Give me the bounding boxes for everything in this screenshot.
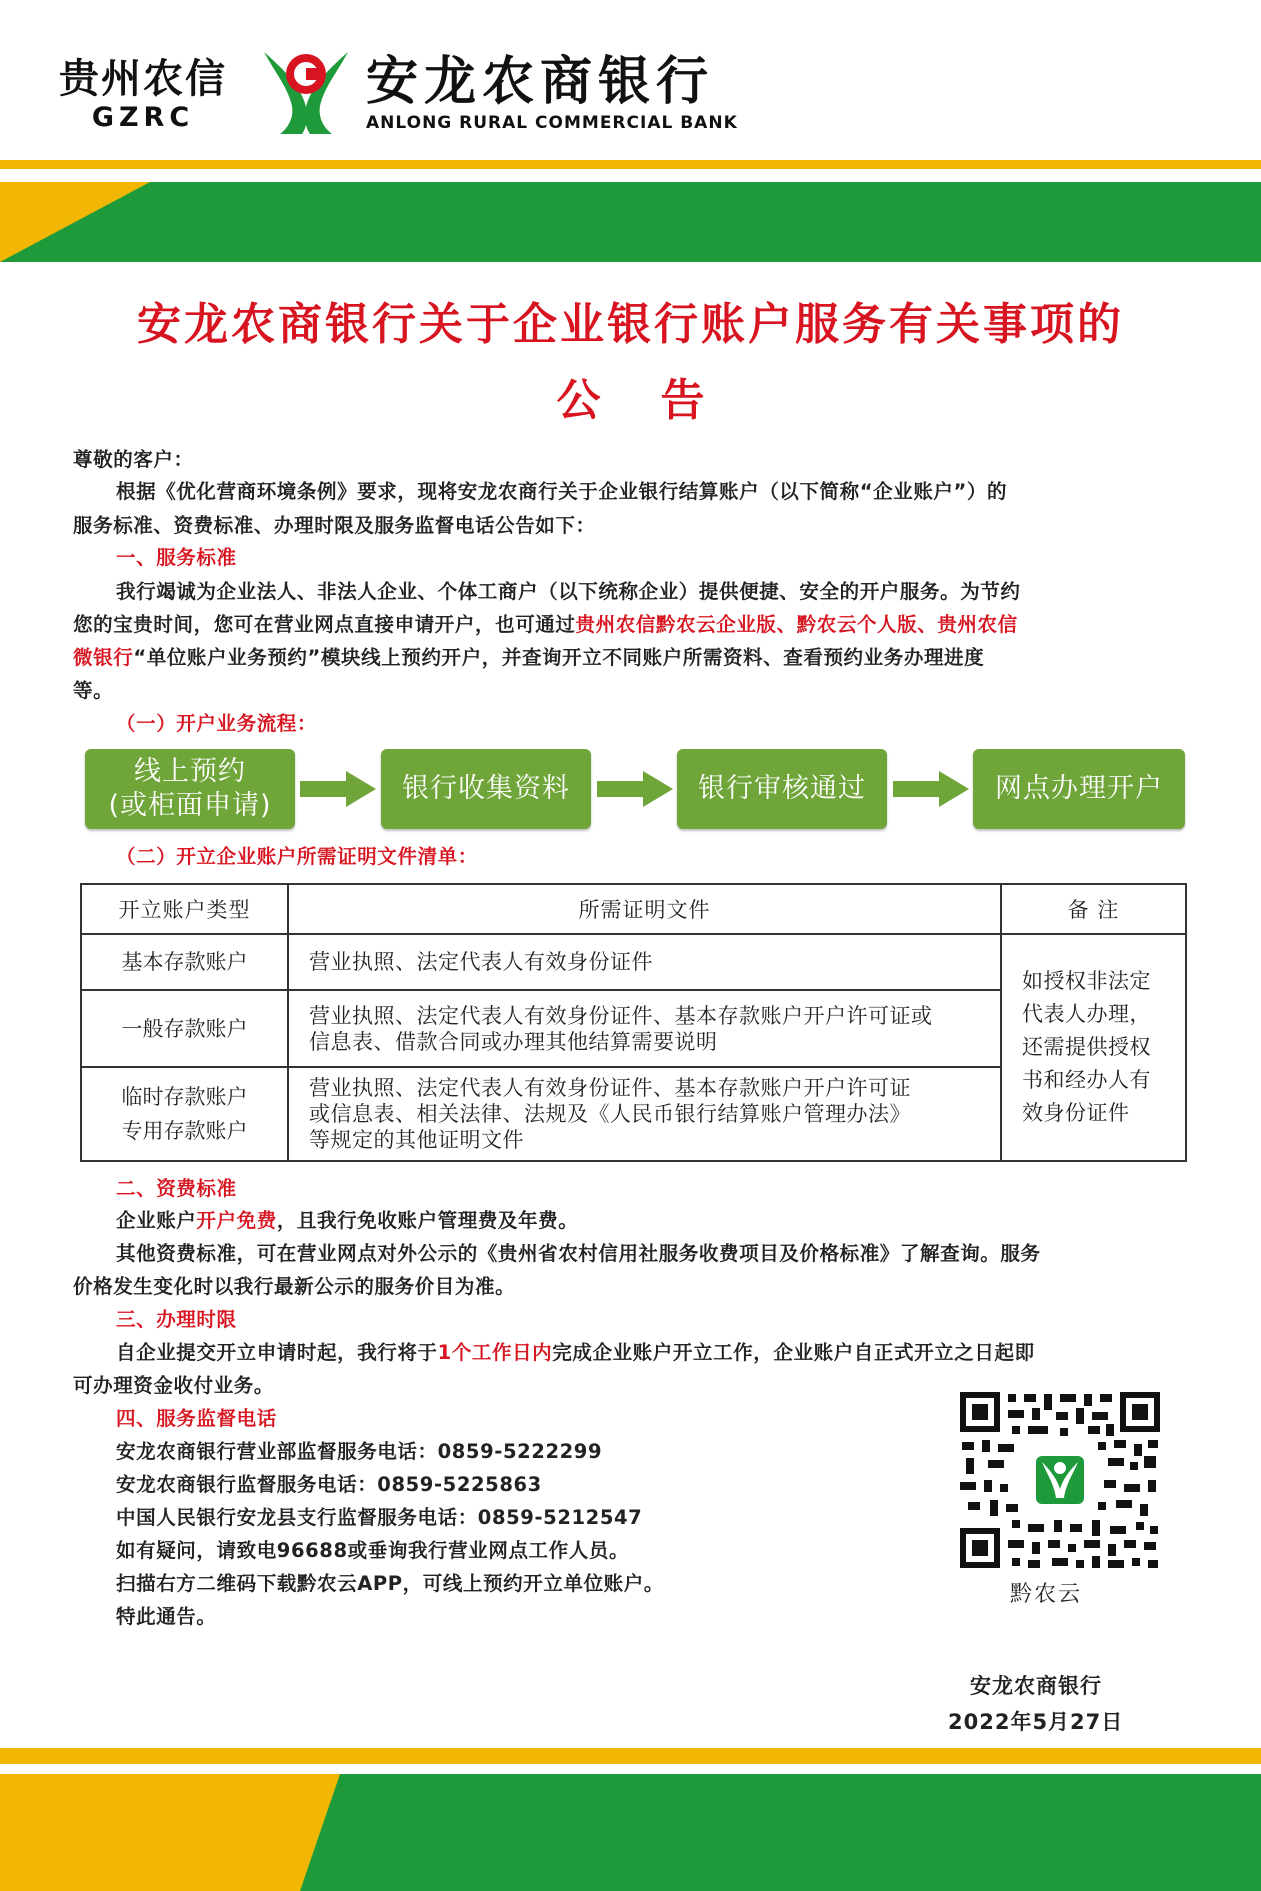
section-heading-supervision-hotline: 四、服务监督电话 — [116, 1407, 277, 1430]
documents-line: 营业执照、法定代表人有效身份证件、基本存款账户开户许可证 — [309, 1076, 911, 1100]
flow-step-label: 线上预约 — [134, 756, 246, 787]
gzrc-logo — [58, 55, 228, 133]
flow-step-branch-open-account: 网点办理开户 — [973, 749, 1185, 829]
gzrc-logo-en: GZRC — [91, 102, 195, 133]
qr-code-icon[interactable] — [958, 1390, 1162, 1570]
documents-line: 或信息表、相关法律、法规及《人民币银行结算账户管理办法》 — [309, 1102, 911, 1126]
section2-text-line — [116, 1208, 578, 1234]
section2-text-part: 企业账户 — [116, 1209, 197, 1232]
remarks-line: 如授权非法定 — [1022, 969, 1151, 993]
time-limit-highlight: 1个工作日内 — [437, 1341, 553, 1364]
section3-text-part: 自企业提交开立申请时起，我行将于 — [116, 1341, 438, 1364]
footer-color-band — [0, 1748, 1261, 1891]
anlong-bank-name-cn: 安龙农商银行 — [366, 52, 715, 112]
column-header-remarks: 备 注 — [1001, 884, 1186, 934]
section1-text-line — [73, 645, 984, 671]
section3-text-line: 可办理资金收付业务。 — [73, 1374, 275, 1397]
flow-heading: （一）开户业务流程： — [116, 712, 318, 735]
signature-organization: 安龙农商银行 — [970, 1674, 1102, 1698]
table-header-row — [81, 884, 1186, 934]
qr-instruction-line: 扫描右方二维码下载黔农云APP，可线上预约开立单位账户。 — [116, 1572, 664, 1595]
bank-emblem-icon — [258, 44, 354, 136]
notice-title-word: 公告 — [556, 375, 765, 426]
account-type-cell: 基本存款账户 — [81, 934, 288, 990]
section-heading-time-limit: 三、办理时限 — [116, 1308, 237, 1331]
header-color-band — [0, 160, 1261, 262]
hotline-line: 中国人民银行安龙县支行监督服务电话：0859-5212547 — [116, 1506, 643, 1529]
free-opening-highlight: 开户免费 — [196, 1209, 277, 1232]
section2-text-line: 其他资费标准，可在营业网点对外公示的《贵州省农村信用社服务收费项目及价格标准》了解查询。服务 — [116, 1242, 1041, 1265]
account-type-cell: 一般存款账户 — [81, 990, 288, 1067]
flow-arrow-icon — [893, 771, 969, 807]
intro-paragraph-line: 服务标准、资费标准、办理时限及服务监督电话公告如下： — [73, 514, 596, 537]
qr-code-label: 黔农云 — [1010, 1582, 1083, 1607]
section-heading-fee-standard: 二、资费标准 — [116, 1177, 237, 1200]
section2-text-line: 价格发生变化时以我行最新公示的服务价目为准。 — [73, 1275, 516, 1298]
section3-text-part: 完成企业账户开立工作，企业账户自正式开立之日起即 — [552, 1341, 1035, 1364]
documents-line: 营业执照、法定代表人有效身份证件 — [309, 950, 653, 974]
flow-arrow-icon — [300, 771, 376, 807]
section-heading-service-standard: 一、服务标准 — [116, 546, 237, 569]
flow-arrow-icon — [597, 771, 673, 807]
anlong-bank-name-en: ANLONG RURAL COMMERCIAL BANK — [366, 113, 738, 133]
documents-list-heading: （二）开立企业账户所需证明文件清单： — [116, 845, 478, 868]
anlong-bank-logo — [366, 52, 738, 134]
notice-title: 安龙农商银行关于企业银行账户服务有关事项的 — [137, 299, 1124, 350]
section2-text-part: ，且我行免收账户管理费及年费。 — [276, 1209, 579, 1232]
remarks-line: 书和经办人有 — [1022, 1068, 1151, 1092]
signature-date: 2022年5月27日 — [948, 1710, 1124, 1734]
closing-line: 特此通告。 — [116, 1605, 217, 1628]
flow-step-bank-review: 银行审核通过 — [677, 749, 887, 829]
gzrc-logo-cn: 贵州农信 — [59, 56, 227, 102]
section3-text-line — [116, 1340, 1035, 1366]
section1-text-part: “单位账户业务预约”模块线上预约开户，并查询开立不同账户所需资料、查看预约业务办理进度 — [133, 646, 985, 669]
documents-cell — [288, 1067, 1001, 1161]
documents-cell — [288, 990, 1001, 1067]
documents-cell — [288, 934, 1001, 990]
account-type-cell — [81, 1067, 288, 1161]
remarks-line: 还需提供授权 — [1022, 1035, 1151, 1059]
intro-paragraph-line: 根据《优化营商环境条例》要求，现将安龙农商行关于企业银行结算账户（以下简称“企业账户”）的 — [116, 480, 1008, 503]
column-header-required-documents: 所需证明文件 — [288, 884, 1001, 934]
header — [0, 0, 1261, 262]
section1-text-part: 您的宝贵时间，您可在营业网点直接申请开户，也可通过 — [73, 613, 576, 636]
account-type-line: 临时存款账户 — [121, 1085, 248, 1109]
remarks-line: 代表人办理， — [1022, 1002, 1151, 1026]
required-documents-table — [80, 883, 1187, 1162]
remarks-line: 效身份证件 — [1022, 1101, 1130, 1125]
section1-text-line — [73, 612, 1018, 638]
app-channel-highlight: 贵州农信黔农云企业版、黔农云个人版、贵州农信 — [575, 613, 1018, 636]
documents-line: 信息表、借款合同或办理其他结算需要说明 — [309, 1029, 718, 1054]
documents-line: 等规定的其他证明文件 — [309, 1128, 524, 1152]
table-row — [81, 934, 1186, 990]
app-channel-highlight: 微银行 — [73, 646, 134, 669]
remarks-cell — [1001, 934, 1186, 1161]
inquiry-line: 如有疑问，请致电96688或垂询我行营业网点工作人员。 — [116, 1539, 630, 1562]
greeting: 尊敬的客户： — [73, 448, 194, 471]
flow-step-online-booking — [85, 749, 295, 829]
section1-text-line: 等。 — [73, 679, 114, 702]
documents-line: 营业执照、法定代表人有效身份证件、基本存款账户开户许可证或 — [309, 1003, 933, 1028]
column-header-account-type: 开立账户类型 — [81, 884, 288, 934]
hotline-line: 安龙农商银行营业部监督服务电话：0859-5222299 — [116, 1440, 603, 1463]
flow-step-sublabel: (或柜面申请) — [108, 790, 272, 821]
hotline-line: 安龙农商银行监督服务电话：0859-5225863 — [116, 1473, 542, 1496]
section1-text-line: 我行竭诚为企业法人、非法人企业、个体工商户（以下统称企业）提供便捷、安全的开户服务。为节约 — [116, 580, 1021, 603]
account-type-line: 专用存款账户 — [121, 1119, 248, 1143]
flow-step-collect-documents: 银行收集资料 — [381, 749, 591, 829]
